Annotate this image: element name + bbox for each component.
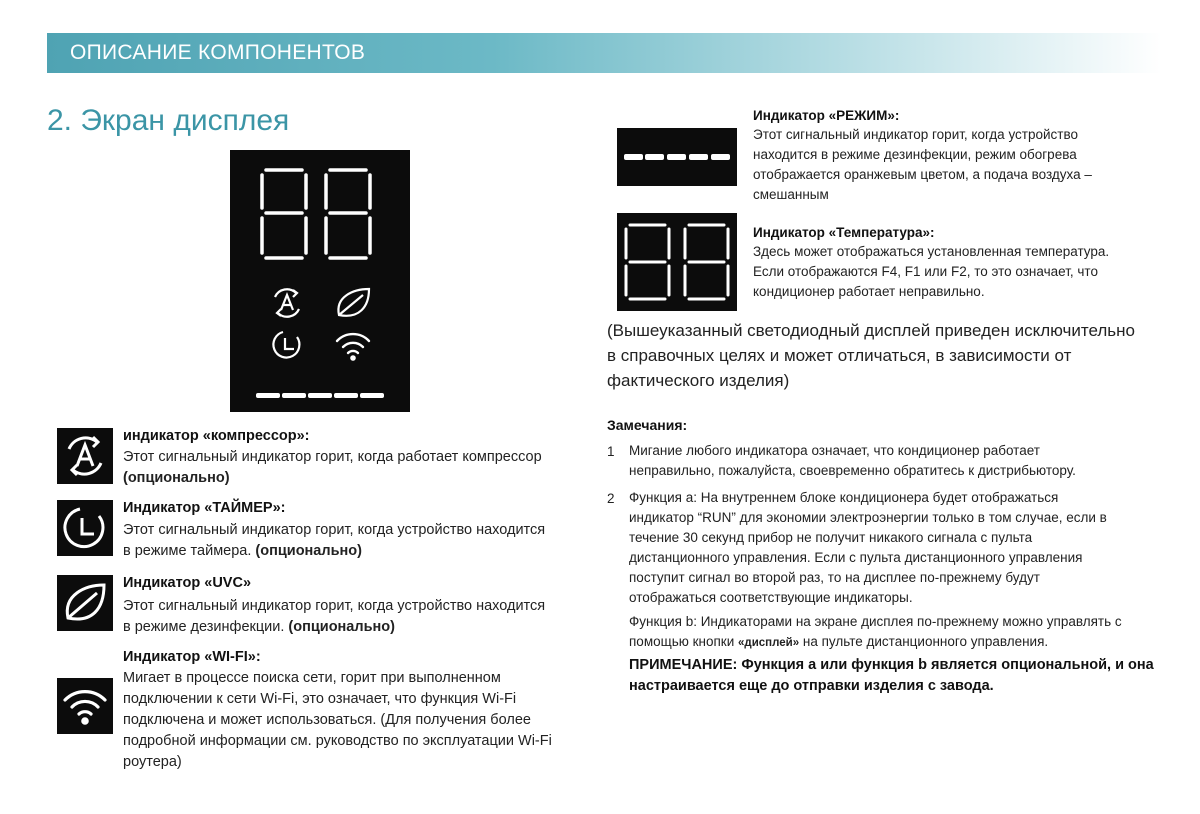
timer-line-1: Этот сигнальный индикатор горит, когда устройство находится <box>123 522 546 538</box>
mode-indicator-bar <box>256 393 384 398</box>
temperature-title: Индикатор «Температура»: <box>753 225 935 240</box>
disclaimer-line-3: фактического изделия) <box>607 371 790 390</box>
wifi-indicator-icon <box>57 678 113 734</box>
header-title: ОПИСАНИЕ КОМПОНЕНТОВ <box>70 41 366 64</box>
uvc-line-1: Этот сигнальный индикатор горит, когда устройство находится <box>123 598 546 614</box>
func-b-line-2: помощью кнопки «дисплей» на пульте дистанционного управления. <box>629 634 1049 649</box>
note-2-number: 2 <box>607 491 615 506</box>
note-2-line-5: поступит сигнал во второй раз, то на дисплее по-прежнему будут <box>629 570 1040 585</box>
temperature-line-1: Здесь может отображаться установленная температура. <box>753 244 1110 259</box>
mode-line-2: находится в режиме дезинфекции, режим обогрева <box>753 147 1077 162</box>
wifi-title: Индикатор «WI-FI»: <box>123 649 261 665</box>
note-1-number: 1 <box>607 444 615 459</box>
note-2-line-2: индикатор “RUN” для экономии электроэнергии только в том случае, если в <box>629 510 1107 525</box>
uvc-line-2: в режиме дезинфекции. (опционально) <box>123 619 395 635</box>
timer-line-2: в режиме таймера. (опционально) <box>123 543 362 559</box>
compressor-title: индикатор «компрессор»: <box>123 428 310 444</box>
timer-icon <box>273 332 299 358</box>
note-2-line-1: Функция a: На внутреннем блоке кондиционера будет отображаться <box>629 490 1059 505</box>
disclaimer-line-1: (Вышеуказанный светодиодный дисплей приведен исключительно <box>607 321 1135 340</box>
temperature-indicator-icon <box>617 213 737 311</box>
temperature-line-2: Если отображаются F4, F1 или F2, то это означает, что <box>753 264 1098 279</box>
note-2-line-6: отображаться соответствующие индикаторы. <box>629 590 913 605</box>
compressor-optional: (опционально) <box>123 470 230 486</box>
note-1-line-2: неправильно, пожалуйста, своевременно обратитесь к дистрибьютору. <box>629 463 1076 478</box>
display-panel-graphics <box>230 150 410 412</box>
compressor-line-1: Этот сигнальный индикатор горит, когда работает компрессор <box>123 449 542 465</box>
compressor-indicator-icon <box>57 428 113 484</box>
mode-indicator-bar <box>617 128 737 186</box>
final-note-line-1: ПРИМЕЧАНИЕ: Функция a или функция b является опциональной, и она <box>629 657 1154 673</box>
timer-indicator-icon <box>57 500 113 556</box>
mode-title: Индикатор «РЕЖИМ»: <box>753 108 900 123</box>
uvc-indicator-icon <box>57 575 113 631</box>
temperature-line-3: кондиционер работает неправильно. <box>753 284 985 299</box>
mode-line-4: смешанным <box>753 187 829 202</box>
wifi-line-1: Мигает в процессе поиска сети, горит при выполненном <box>123 670 501 686</box>
display-panel <box>230 150 410 412</box>
disclaimer-line-2: в справочных целях и может отличаться, в зависимости от <box>607 346 1072 365</box>
wifi-icon <box>337 334 369 360</box>
timer-icon <box>57 500 113 556</box>
two-digit-segment-display <box>617 213 737 311</box>
leaf-icon <box>338 289 369 316</box>
auto-compressor-icon <box>57 428 113 484</box>
wifi-icon <box>57 678 113 734</box>
timer-title: Индикатор «ТАЙМЕР»: <box>123 500 286 516</box>
mode-line-1: Этот сигнальный индикатор горит, когда устройство <box>753 127 1078 142</box>
leaf-icon <box>57 575 113 631</box>
mode-indicator-icon <box>617 128 737 186</box>
wifi-line-4: подробной информации см. руководство по эксплуатации Wi-Fi <box>123 733 552 749</box>
mode-line-3: отображается оранжевым цветом, а подача воздуха – <box>753 167 1092 182</box>
note-2-line-4: дистанционного управления. Если с пульта дистанционного управления <box>629 550 1083 565</box>
display-button-label: «дисплей» <box>738 637 800 649</box>
notes-title: Замечания: <box>607 417 688 433</box>
auto-compressor-icon <box>275 289 299 316</box>
two-digit-segment-display <box>262 170 370 258</box>
section-title: 2. Экран дисплея <box>47 104 290 137</box>
final-note-line-2: настраивается еще до отправки изделия с завода. <box>629 678 994 694</box>
func-b-line-1: Функция b: Индикаторами на экране дисплея по-прежнему можно управлять с <box>629 614 1122 629</box>
wifi-line-2: подключении к сети Wi-Fi, это означает, что функция Wi-Fi <box>123 691 517 707</box>
uvc-title: Индикатор «UVC» <box>123 575 252 591</box>
wifi-line-3: подключена и может использоваться. (Для получения более <box>123 712 531 728</box>
wifi-line-5: роутера) <box>123 754 182 770</box>
note-2-line-3: течение 30 секунд прибор не получит никакого сигнала с пульта <box>629 530 1033 545</box>
note-1-line-1: Мигание любого индикатора означает, что кондиционер работает <box>629 443 1040 458</box>
